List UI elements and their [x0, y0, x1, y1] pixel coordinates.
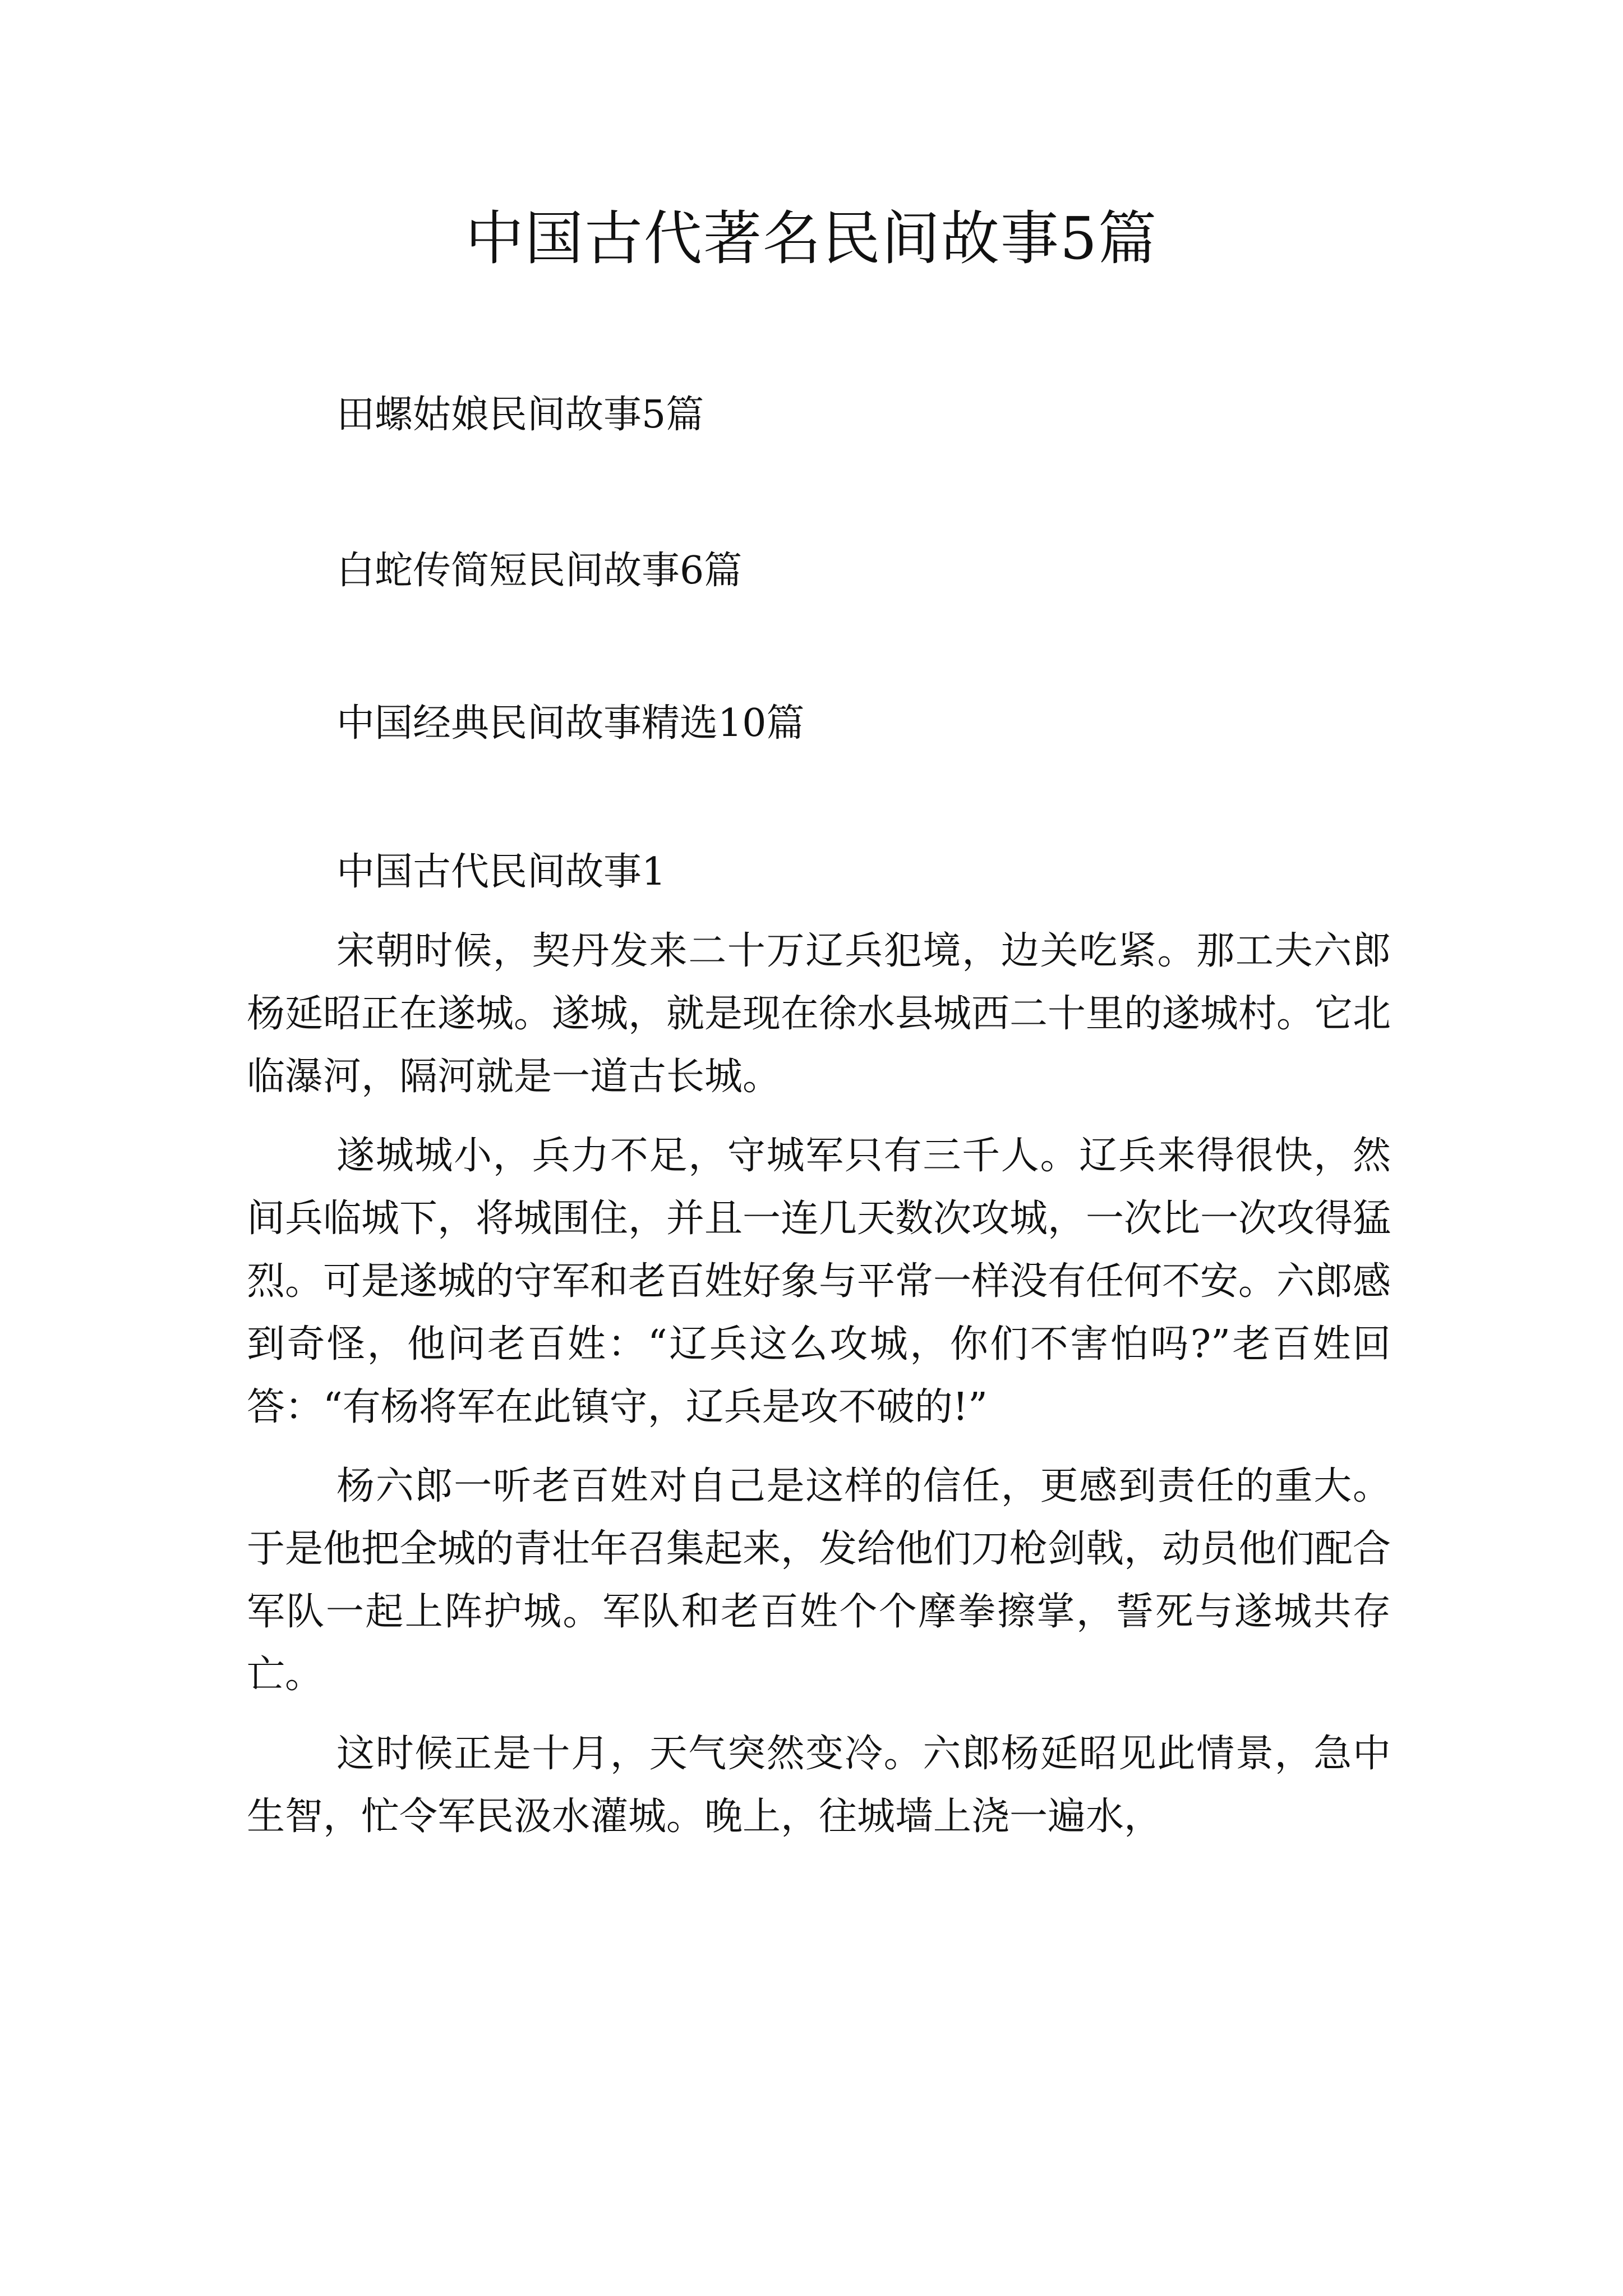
toc-item-1: 田螺姑娘民间故事5篇 — [336, 393, 704, 437]
paragraph-4: 这时候正是十月，天气突然变冷。六郎杨延昭见此情景，急中生智，忙令军民汲水灌城。晚上，往城墙上浇一遍水， — [247, 1732, 1391, 1839]
paragraph-1: 宋朝时候，契丹发来二十万辽兵犯境，边关吃紧。那工夫六郎杨延昭正在遂城。遂城，就是现在徐水县城西二十里的遂城村。它北临瀑河，隔河就是一道古长城。 — [247, 929, 1391, 1099]
toc-item-3: 中国经典民间故事精选10篇 — [336, 701, 805, 746]
toc-item-2: 白蛇传简短民间故事6篇 — [336, 549, 743, 593]
story-heading: 中国古代民间故事1 — [336, 850, 666, 894]
paragraph-2: 遂城城小，兵力不足，守城军只有三千人。辽兵来得很快，然间兵临城下，将城围住，并且一连几天数次攻城，一次比一次攻得猛烈。可是遂城的守军和老百姓好象与平常一样没有任何不安。六郎感到奇怪，他问老百姓：“辽兵这么攻城，你们不害怕吗?”老百姓回答：“有杨将军在此镇守，辽兵是攻不破的!” — [247, 1134, 1391, 1429]
document-title: 中国古代著名民间故事5篇 — [465, 204, 1158, 273]
paragraph-3: 杨六郎一听老百姓对自己是这样的信任，更感到责任的重大。于是他把全城的青壮年召集起来，发给他们刀枪剑戟，动员他们配合军队一起上阵护城。军队和老百姓个个摩拳擦掌，誓死与遂城共存亡。 — [247, 1464, 1391, 1697]
story-body — [247, 920, 1391, 1865]
